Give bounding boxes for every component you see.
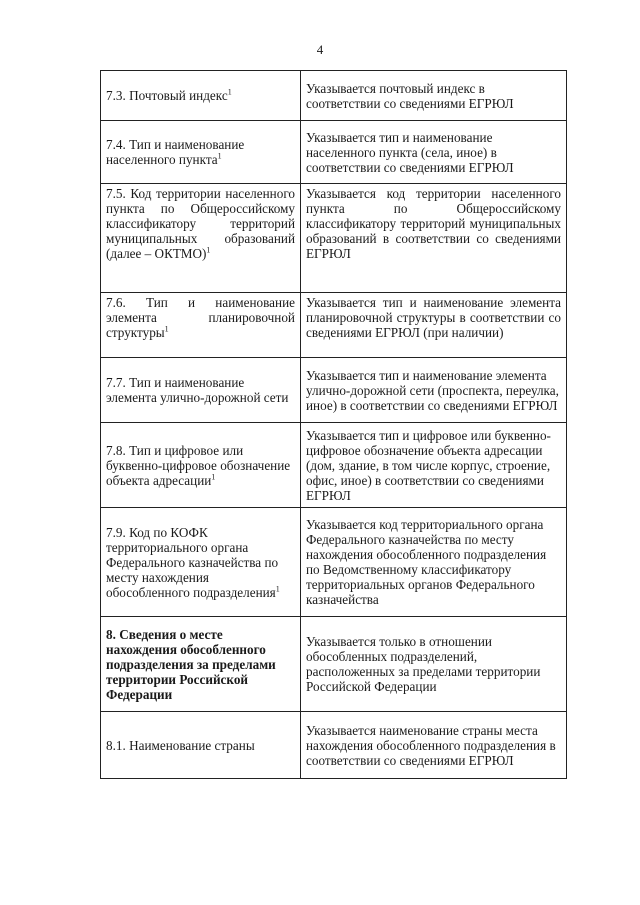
field-description-cell xyxy=(301,121,567,184)
table-row xyxy=(101,508,567,617)
field-name-cell xyxy=(101,712,301,779)
field-name: 7.6. Тип и наименование элемента планировочной структуры$^1$ xyxy=(106,295,295,340)
field-name-cell xyxy=(101,358,301,423)
field-description-cell xyxy=(301,358,567,423)
field-description: Указывается только в отношении обособленных подразделений, расположенных за пределами территории Российской Федерации xyxy=(306,634,541,694)
field-description-cell xyxy=(301,71,567,121)
field-description-cell xyxy=(301,293,567,358)
field-name-cell xyxy=(101,423,301,508)
field-description: Указывается тип и наименование элемента улично-дорожной сети (проспекта, переулка, иное) в соответствии со сведениями ЕГРЮЛ xyxy=(306,367,559,413)
field-description: Указывается тип и наименование элемента планировочной структуры в соответствии со сведениями ЕГРЮЛ (при наличии) xyxy=(306,295,561,340)
section-heading-cell xyxy=(101,617,301,712)
field-name: 7.4. Тип и наименование населенного пункта$^1$ xyxy=(106,137,245,167)
field-description: Указывается тип и наименование населенного пункта (села, иное) в соответствии со сведениями ЕГРЮЛ xyxy=(306,129,514,175)
footnote-mark: 1 xyxy=(211,472,216,482)
table-row xyxy=(101,121,567,184)
field-description-cell xyxy=(301,423,567,508)
footnote-mark: 1 xyxy=(217,151,222,161)
footnote-mark: 1 xyxy=(227,87,232,97)
section-heading: 8. Сведения о месте нахождения обособленного подразделения за пределами территории Российской Федерации xyxy=(106,626,276,702)
page-number: 4 xyxy=(316,42,324,57)
field-name: 8.1. Наименование страны xyxy=(106,737,255,753)
field-description: Указывается код территориального органа Федерального казначейства по месту нахождения обособленного подразделения по Ведомственному классификатору территориальных органов Федерального казначейства xyxy=(306,517,547,607)
table-row xyxy=(101,617,567,712)
field-description: Указывается код территории населенного пункта по Общероссийскому классификатору территорий муниципальных образований в соответствии со сведениями ЕГРЮЛ xyxy=(306,186,561,261)
field-description: Указывается наименование страны места нахождения обособленного подразделения в соответствии со сведениями ЕГРЮЛ xyxy=(306,722,556,768)
field-name: 7.3. Почтовый индекс$^1$ xyxy=(106,87,232,103)
footnote-mark: 1 xyxy=(164,324,169,334)
field-name: 7.8. Тип и цифровое или буквенно-цифровое обозначение объекта адресации$^1$ xyxy=(106,442,291,488)
field-name: 7.7. Тип и наименование элемента улично-дорожной сети xyxy=(106,375,289,405)
field-name: 7.5. Код территории населенного пункта по Общероссийскому классификатору территорий муниципальных образований (далее – ОКТМО)$^1$ xyxy=(106,186,295,261)
table-row xyxy=(101,184,567,293)
field-description: Указывается тип и цифровое или буквенно-цифровое обозначение объекта адресации (дом, здание, в том числе корпус, строение, офис, иное) в соответствии со сведениями ЕГРЮЛ xyxy=(306,427,551,503)
footnote-mark: 1 xyxy=(275,584,280,594)
field-description-cell xyxy=(301,617,567,712)
field-name-cell xyxy=(101,121,301,184)
table-row xyxy=(101,423,567,508)
footnote-mark: 1 xyxy=(206,245,211,255)
field-name: 7.9. Код по КОФК территориального органа Федерального казначейства по месту нахождения обособленного подразделения$^1$ xyxy=(106,524,280,600)
field-name-cell xyxy=(101,293,301,358)
field-name-cell xyxy=(101,71,301,121)
field-name-cell xyxy=(101,508,301,617)
field-description-cell xyxy=(301,184,567,293)
table-row xyxy=(101,293,567,358)
field-description-cell xyxy=(301,508,567,617)
field-description-cell xyxy=(301,712,567,779)
table-row xyxy=(101,71,567,121)
field-name-cell xyxy=(101,184,301,293)
field-description: Указывается почтовый индекс в соответствии со сведениями ЕГРЮЛ xyxy=(306,80,514,111)
requirements-table xyxy=(100,70,567,779)
table-row xyxy=(101,358,567,423)
table-row xyxy=(101,712,567,779)
